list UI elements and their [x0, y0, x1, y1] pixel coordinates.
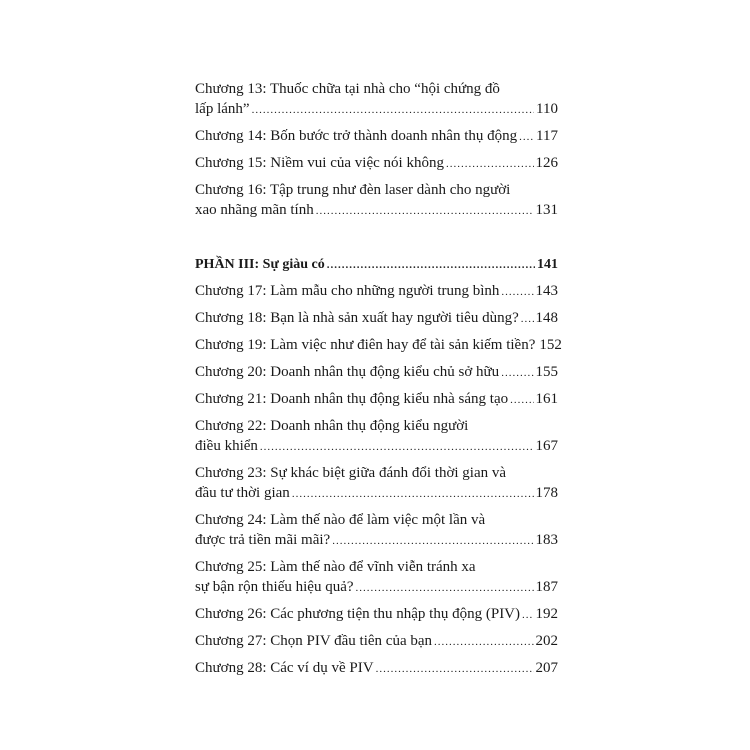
dot-leader: [521, 309, 534, 329]
toc-page-number: 183: [535, 532, 558, 548]
toc-page-number: 143: [535, 283, 558, 299]
toc-entry-title-continued: sự bận rộn thiếu hiệu quả?: [195, 579, 354, 595]
toc-page-number: 178: [535, 485, 558, 501]
toc-entry: [195, 463, 558, 504]
toc-entry: [195, 180, 558, 221]
toc-page-number: 155: [535, 364, 558, 380]
toc-entry-title: Chương 21: Doanh nhân thụ động kiểu nhà sáng tạo: [195, 391, 509, 407]
toc-part-heading: [195, 255, 558, 275]
toc-page-number: 161: [535, 391, 558, 407]
toc-page-number: 141: [537, 257, 558, 272]
toc-entry-title-continued: xao nhãng mãn tính: [195, 202, 314, 218]
dot-leader: [501, 282, 533, 302]
toc-page-number: 192: [535, 606, 558, 622]
toc-entry: [195, 308, 558, 329]
dot-leader: [519, 127, 534, 147]
toc-entry-title: Chương 27: Chọn PIV đầu tiên của bạn: [195, 633, 433, 649]
toc-entry-title-continued: điều khiển: [195, 438, 258, 454]
toc-entry-title: Chương 23: Sự khác biệt giữa đánh đổi thời gian và: [195, 465, 507, 481]
toc-entry-title: Chương 26: Các phương tiện thu nhập thụ động (PIV): [195, 606, 521, 622]
dot-leader: [292, 484, 534, 504]
dot-leader: [327, 255, 535, 275]
toc-entry-title: Chương 17: Làm mẫu cho những người trung bình: [195, 283, 500, 299]
toc-entry: [195, 604, 558, 625]
toc-page-number: 126: [535, 155, 558, 171]
dot-leader: [501, 363, 533, 383]
toc-entry-title-continued: lấp lánh”: [195, 101, 250, 117]
toc-entry: [195, 510, 558, 551]
toc-entry: [195, 658, 558, 679]
toc-entry-title: Chương 13: Thuốc chữa tại nhà cho “hội chứng đồ: [195, 81, 500, 97]
toc-entry: [195, 79, 558, 120]
dot-leader: [252, 100, 534, 120]
table-of-contents: [195, 79, 562, 679]
toc-page-number: 202: [535, 633, 558, 649]
part-title: PHẦN III: Sự giàu có: [195, 257, 325, 272]
toc-entry-title: Chương 22: Doanh nhân thụ động kiểu người: [195, 418, 469, 434]
toc-entry: [195, 416, 558, 457]
toc-entry: [195, 153, 558, 174]
toc-entry: [195, 281, 558, 302]
toc-page-number: 117: [536, 128, 558, 144]
dot-leader: [376, 659, 534, 679]
toc-entry-title-continued: được trả tiền mãi mãi?: [195, 532, 331, 548]
toc-entry: [195, 335, 562, 356]
toc-entry-title: Chương 15: Niềm vui của việc nói không: [195, 155, 444, 171]
toc-entry-title: Chương 28: Các ví dụ về PIV: [195, 660, 374, 676]
toc-page-number: 131: [535, 202, 558, 218]
dot-leader: [260, 437, 534, 457]
dot-leader: [332, 531, 533, 551]
toc-page-number: 152: [539, 337, 562, 353]
toc-entry: [195, 389, 558, 410]
dot-leader: [510, 390, 533, 410]
dot-leader: [434, 632, 533, 652]
toc-entry: [195, 126, 558, 147]
toc-entry-title: Chương 19: Làm việc như điên hay để tài sản kiếm tiền?: [195, 337, 536, 353]
toc-entry-title: Chương 24: Làm thế nào để làm việc một lần và: [195, 512, 486, 528]
toc-page-number: 110: [536, 101, 558, 117]
toc-page-number: 187: [535, 579, 558, 595]
dot-leader: [522, 605, 533, 625]
toc-page-number: 207: [535, 660, 558, 676]
toc-entry-title: Chương 25: Làm thế nào để vĩnh viễn tránh xa: [195, 559, 476, 575]
toc-entry: [195, 362, 558, 383]
toc-page-number: 148: [535, 310, 558, 326]
toc-page-number: 167: [535, 438, 558, 454]
toc-entry: [195, 631, 558, 652]
toc-entry-title: Chương 18: Bạn là nhà sản xuất hay người tiêu dùng?: [195, 310, 519, 326]
toc-entry-title: Chương 20: Doanh nhân thụ động kiểu chủ sở hữu: [195, 364, 500, 380]
toc-entry: [195, 557, 558, 598]
toc-entry-title: Chương 14: Bốn bước trở thành doanh nhân thụ động: [195, 128, 518, 144]
dot-leader: [446, 154, 534, 174]
dot-leader: [356, 578, 534, 598]
toc-entry-title-continued: đầu tư thời gian: [195, 485, 290, 501]
dot-leader: [316, 201, 534, 221]
toc-entry-title: Chương 16: Tập trung như đèn laser dành cho người: [195, 182, 511, 198]
